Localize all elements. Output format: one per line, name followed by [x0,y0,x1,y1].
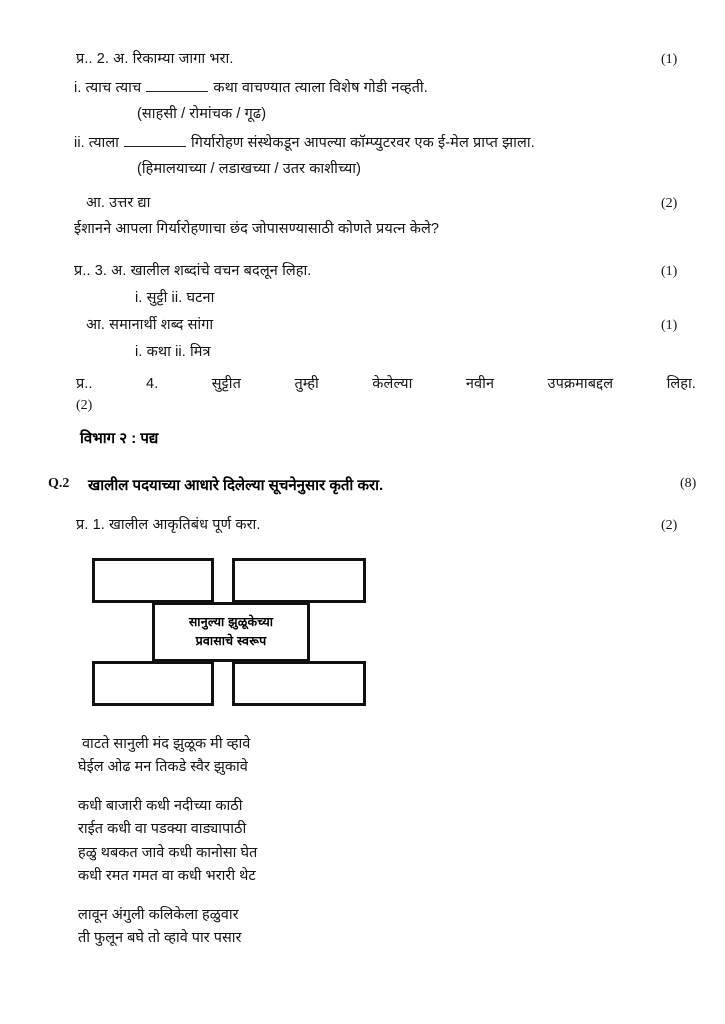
question-3-part-aa-label-text: आ. समानार्थी शब्द सांगा [86,317,214,333]
item-ii-number: ii. [74,134,85,151]
question-4-word-3: तुम्ही [294,376,319,392]
part-aa-label-text: आ. उत्तर द्या [86,195,151,211]
diagram-box-top-left[interactable] [92,558,214,603]
poem-stanza-3 [78,904,257,951]
section-two-heading [80,428,158,448]
q2-number-text: Q.2 [48,476,70,491]
section-two-heading-text: विभाग २ : पद्य [80,430,159,447]
question-3-items-aa [135,345,211,360]
poem-stanza-2 [78,795,257,889]
poem-line: राईत कधी वा पडक्या वाड्यापाठी [78,821,247,838]
part-aa-question-text: ईशानने आपला गिर्यारोहणाचा छंद जोपासण्यासाठी कोणते प्रयत्न केले? [74,221,440,237]
sub-question-1-label-text: प्र. 1. खालील आकृतिबंध पूर्ण करा. [76,517,261,533]
question-4-word-0: प्र.. [76,376,93,392]
item-ii-options-text: (हिमालयाच्या / लडाखच्या / उतर काशीच्या) [137,161,362,177]
question-2-marks: (1) [661,52,678,67]
item-i-options-text: (साहसी / रोमांचक / गूढ) [137,106,267,122]
item-i-blank [146,79,208,92]
poem-line: हळु थबकत जावे कधी कानोसा घेत [78,844,258,861]
item-ii-text-before: त्याला [88,134,120,151]
poem-line: ती फुलून बघे तो व्हावे पार पसार [78,930,242,947]
poem-line: घेईल ओढ मन तिकडे स्वैर झुकावे [78,759,248,776]
question-4-marks: (2) [76,398,93,413]
diagram-center-line-2: प्रवासाचे स्वरूप [195,634,267,648]
question-2-part-aa-question [74,222,439,237]
question-3-heading [74,264,311,279]
item-ii-text-after: गिर्यारोहण संस्थेकडून आपल्या कॉम्प्युटरवर एक ई-मेल प्राप्त झाला. [191,134,535,151]
poem-stanza-1 [78,733,257,780]
item-ii-blank [124,134,186,147]
question-3-part-aa-label [86,318,213,333]
sub-question-1-label [76,518,261,533]
diagram-box-center [152,602,310,662]
question-3-marks: (1) [661,264,678,279]
question-2-item-ii [74,134,535,150]
diagram-center-line-1: सानुल्या झुळूकेच्या [188,614,274,629]
item-i-number: i. [74,79,82,96]
question-4-word-6: उपक्रमाबद्दल [547,376,614,392]
question-4-word-5: नवीन [465,376,495,392]
section-two-instruction [88,475,383,495]
question-3-items-a [135,291,214,306]
question-3-label: प्र.. 3. अ. खालील शब्दांचे वचन बदलून लिहा. [74,263,312,279]
section-two-question-number [48,476,69,492]
diagram-box-top-right[interactable] [232,558,366,603]
question-4-word-1: 4. [146,376,159,392]
poem-line: कधी रमत गमत वा कधी भरारी थेट [78,868,256,885]
question-4-word-2: सुट्टीत [211,376,241,392]
question-4-justified-line [76,377,696,392]
question-2-heading [76,52,234,67]
question-2-label: प्र.. 2. अ. रिकाम्या जागा भरा. [76,51,234,67]
question-2-item-ii-options [137,162,361,177]
question-2-item-i-options [137,107,266,122]
item-i-text-after: कथा वाचण्यात त्याला विशेष गोडी नव्हती. [213,79,428,96]
sub-question-1-marks: (2) [661,518,678,533]
question-4-word-4: केलेल्या [372,376,413,392]
question-3-items-a-text: i. सुट्टी ii. घटना [135,290,215,306]
poem-line: वाटते सानुली मंद झुळूक मी व्हावे [82,736,251,752]
poem-body [78,733,257,966]
diagram-box-bottom-right[interactable] [232,661,366,706]
question-3-items-aa-text: i. कथा ii. मित्र [135,344,211,360]
section-two-marks: (8) [680,476,697,491]
flowchart-diagram [92,558,366,706]
section-two-instruction-text: खालील पदयाच्या आधारे दिलेल्या सूचनेनुसार कृती करा. [88,477,384,494]
question-2-item-i [74,79,428,95]
question-2-part-aa-marks: (2) [661,196,678,211]
poem-line: कधी बाजारी कधी नदीच्या काठी [78,797,243,814]
question-2-part-aa-label [86,196,151,211]
item-i-text-before: त्याच त्याच [85,79,142,96]
question-4-word-7: लिहा. [666,376,696,392]
poem-line: लावून अंगुली कलिकेला हळुवार [78,906,239,923]
diagram-box-bottom-left[interactable] [92,661,214,706]
question-3-part-aa-marks: (1) [661,318,678,333]
